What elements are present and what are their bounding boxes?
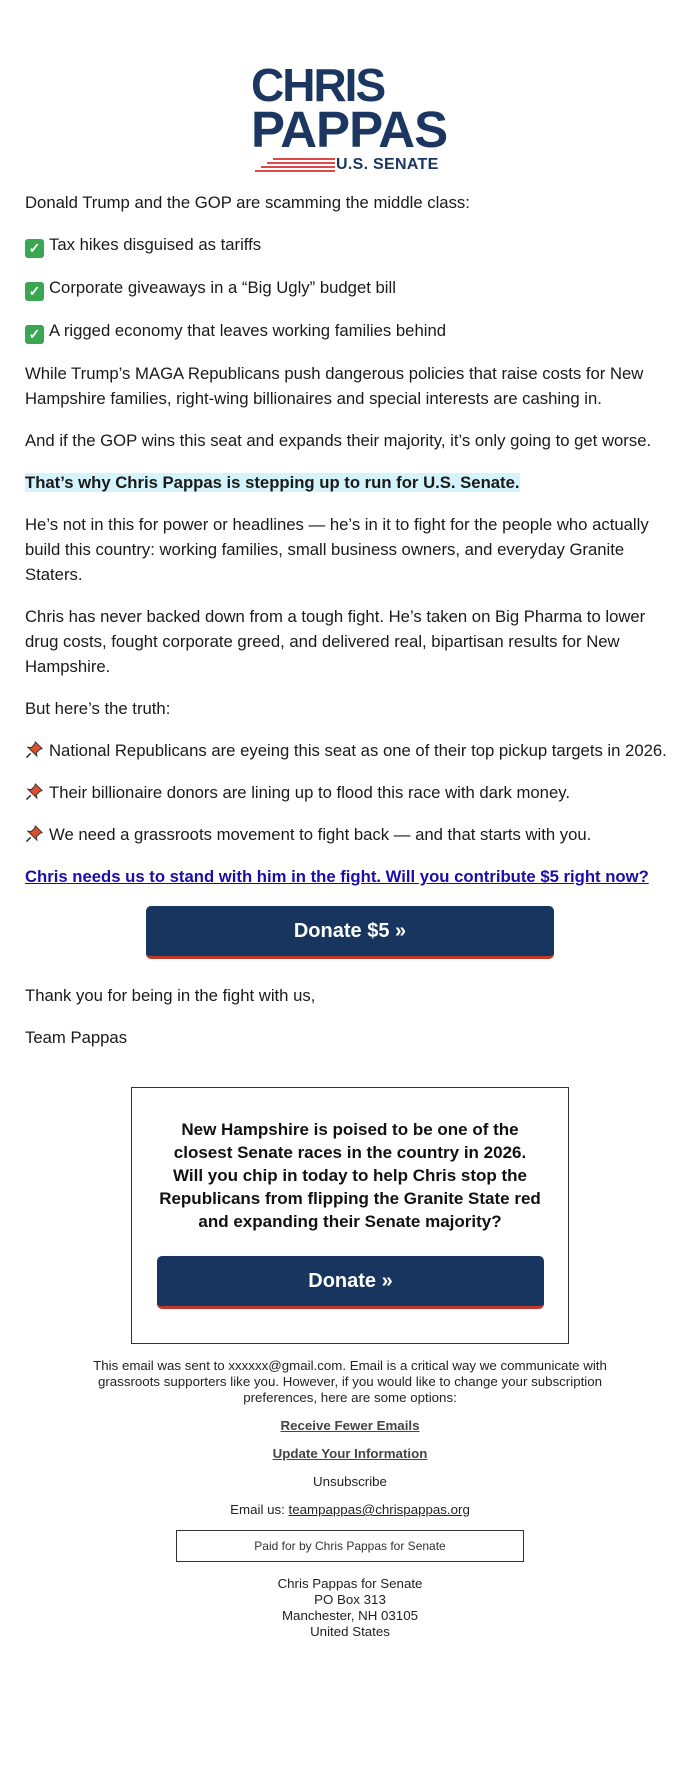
footer-notice: This email was sent to xxxxxx@gmail.com. Email is a critical way we communicate with grassroots supporters like you. However, if you would like to change your subscription preferences, here are some options: — [93, 1358, 607, 1405]
address-line: PO Box 313 — [314, 1592, 386, 1607]
update-information-link[interactable]: Update Your Information — [272, 1446, 428, 1461]
address-line: United States — [310, 1624, 390, 1639]
footer-option — [75, 1418, 625, 1434]
pushpin-icon — [25, 782, 44, 801]
cta-paragraph — [25, 864, 675, 889]
footer-option — [75, 1474, 625, 1490]
pin-item: Their billionaire donors are lining up to flood this race with dark money. — [25, 780, 675, 805]
campaign-logo — [0, 0, 700, 190]
logo-first-name: CHRIS — [251, 59, 385, 111]
donate-box — [131, 1087, 569, 1344]
paid-for-disclaimer: Paid for by Chris Pappas for Senate — [176, 1530, 524, 1562]
pushpin-icon — [25, 824, 44, 843]
email-footer — [0, 1358, 700, 1562]
logo-last-name: PAPPAS — [251, 101, 448, 158]
check-mark-icon: ✓ — [25, 239, 44, 258]
footer-email-line: Email us: teampappas@chrispappas.org — [230, 1502, 470, 1517]
pushpin-icon — [25, 740, 44, 759]
thanks-text: Thank you for being in the fight with us, — [25, 986, 316, 1005]
donate-5-button[interactable]: Donate $5 » — [146, 906, 554, 959]
unsubscribe-link[interactable]: Unsubscribe — [313, 1474, 387, 1489]
contribute-link[interactable]: Chris needs us to stand with him in the fight. Will you contribute $5 right now? — [25, 867, 649, 886]
signature: Team Pappas — [25, 1028, 128, 1047]
highlight-paragraph: That’s why Chris Pappas is stepping up to run for U.S. Senate. — [25, 473, 520, 492]
email-body — [0, 190, 700, 1050]
paragraph: But here’s the truth: — [25, 699, 171, 718]
logo-stripes-icon — [255, 158, 335, 172]
pin-item: National Republicans are eyeing this seat as one of their top pickup targets in 2026. — [25, 738, 675, 763]
mailing-address — [0, 1576, 700, 1640]
footer-option — [75, 1446, 625, 1462]
check-item: ✓ A rigged economy that leaves working families behind — [25, 318, 675, 344]
check-mark-icon: ✓ — [25, 282, 44, 301]
check-item: ✓ Corporate giveaways in a “Big Ugly” budget bill — [25, 275, 675, 301]
donate-button[interactable]: Donate » — [157, 1256, 544, 1309]
paragraph: While Trump’s MAGA Republicans push dangerous policies that raise costs for New Hampshire families, right-wing billionaires and special interests are cashing in. — [25, 364, 644, 408]
receive-fewer-emails-link[interactable]: Receive Fewer Emails — [280, 1418, 420, 1433]
intro-text: Donald Trump and the GOP are scamming the middle class: — [25, 193, 470, 212]
contact-email-link[interactable]: teampappas@chrispappas.org — [288, 1502, 470, 1517]
logo-subtitle: U.S. SENATE — [336, 156, 439, 173]
paragraph: Chris has never backed down from a tough fight. He’s taken on Big Pharma to lower drug costs, fought corporate greed, and delivered real, bipartisan results for New Hampshire. — [25, 607, 646, 676]
pin-item: We need a grassroots movement to fight back — and that starts with you. — [25, 822, 675, 847]
paragraph: And if the GOP wins this seat and expands their majority, it’s only going to get worse. — [25, 431, 652, 450]
donate-button-wrap — [25, 906, 675, 959]
check-mark-icon: ✓ — [25, 325, 44, 344]
paragraph: He’s not in this for power or headlines — he’s in it to fight for the people who actually build this country: working families, small business owners, and everyday Granite Staters. — [25, 515, 649, 584]
address-line: Manchester, NH 03105 — [281, 1608, 418, 1623]
address-line: Chris Pappas for Senate — [277, 1576, 423, 1591]
check-item: ✓ Tax hikes disguised as tariffs — [25, 232, 675, 258]
box-text: New Hampshire is poised to be one of the closest Senate races in the country in 2026. Will you chip in today to help Chris stop the Republicans from flipping the Granite State red and expanding their Senate majority? — [159, 1120, 541, 1231]
